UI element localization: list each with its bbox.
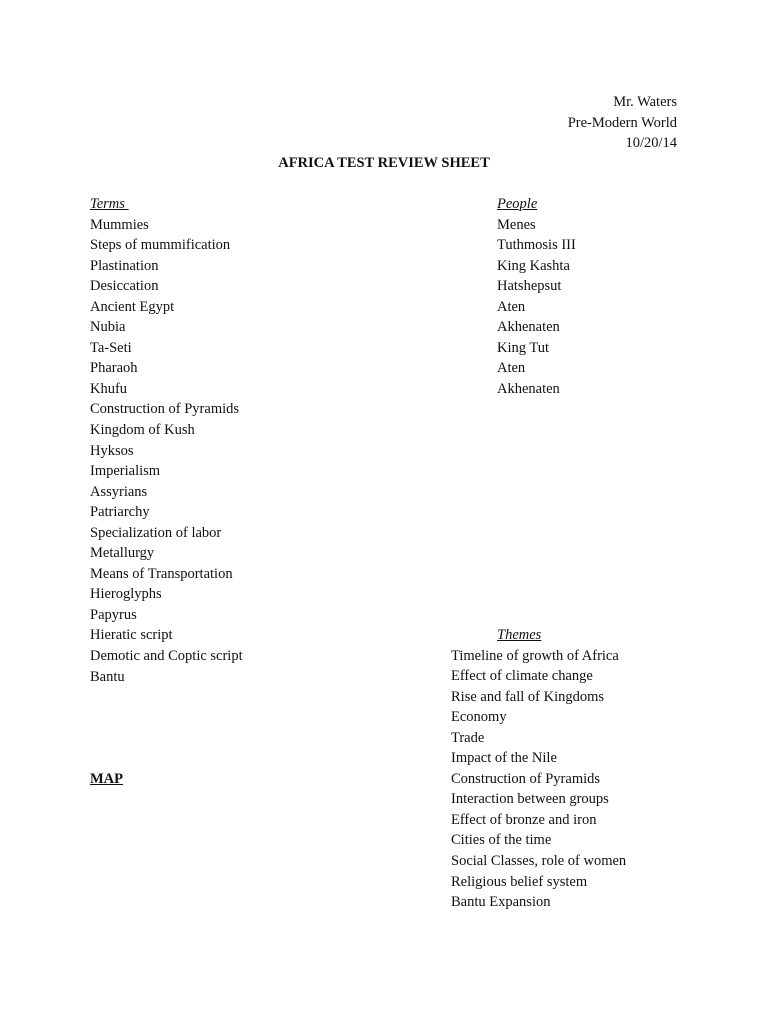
list-item: Timeline of growth of Africa — [451, 647, 619, 664]
themes-column — [451, 625, 626, 913]
list-item: Plastination — [90, 257, 159, 274]
teacher-name: Mr. Waters — [613, 94, 677, 110]
list-item: Religious belief system — [451, 873, 588, 890]
list-item: Effect of climate change — [451, 668, 593, 685]
list-item: Interaction between groups — [451, 791, 609, 808]
list-item: Imperialism — [90, 463, 161, 480]
list-item: Trade — [451, 729, 485, 746]
terms-list — [90, 215, 243, 688]
list-item: Bantu Expansion — [451, 894, 551, 911]
list-item: Construction of Pyramids — [90, 401, 240, 418]
list-item: Assyrians — [90, 483, 148, 500]
list-item: Ta-Seti — [90, 339, 132, 356]
list-item: Construction of Pyramids — [451, 770, 601, 787]
list-item: Akhenaten — [497, 380, 560, 397]
date: 10/20/14 — [625, 135, 677, 151]
themes-heading: Themes — [497, 627, 542, 643]
list-item: Hyksos — [90, 442, 134, 459]
terms-column — [90, 194, 243, 687]
list-item: King Tut — [497, 339, 549, 356]
list-item: Bantu — [90, 668, 125, 685]
list-item: Hieratic script — [90, 627, 173, 644]
list-item: Menes — [497, 216, 536, 233]
list-item: Desiccation — [90, 278, 159, 295]
list-item: Hatshepsut — [497, 278, 562, 295]
list-item: Demotic and Coptic script — [90, 648, 243, 665]
list-item: Economy — [451, 709, 507, 726]
list-item: Papyrus — [90, 606, 137, 623]
people-column — [497, 194, 576, 399]
course-name: Pre-Modern World — [567, 114, 677, 131]
list-item: Impact of the Nile — [451, 750, 557, 767]
list-item: Akhenaten — [497, 319, 560, 336]
people-heading: People — [497, 196, 538, 212]
page-title: AFRICA TEST REVIEW SHEET — [278, 155, 490, 171]
people-list — [497, 215, 576, 400]
header-block — [568, 92, 677, 154]
list-item: Patriarchy — [90, 504, 150, 521]
list-item: Cities of the time — [451, 832, 552, 849]
list-item: Metallurgy — [90, 545, 155, 562]
list-item: Hieroglyphs — [90, 586, 162, 603]
list-item: Tuthmosis III — [497, 237, 576, 254]
themes-list — [451, 646, 626, 913]
terms-heading: Terms — [90, 196, 129, 212]
list-item: Means of Transportation — [90, 565, 233, 582]
list-item: Khufu — [90, 380, 128, 397]
list-item: Rise and fall of Kingdoms — [451, 688, 605, 705]
list-item: Ancient Egypt — [90, 298, 175, 315]
list-item: Aten — [497, 360, 526, 377]
map-label: MAP — [90, 771, 124, 787]
list-item: King Kashta — [497, 257, 570, 274]
list-item: Social Classes, role of women — [451, 853, 627, 870]
list-item: Kingdom of Kush — [90, 422, 195, 439]
list-item: Pharaoh — [90, 360, 138, 377]
list-item: Specialization of labor — [90, 524, 222, 541]
list-item: Effect of bronze and iron — [451, 811, 597, 828]
list-item: Steps of mummification — [90, 237, 231, 254]
list-item: Nubia — [90, 319, 126, 336]
list-item: Mummies — [90, 216, 149, 233]
list-item: Aten — [497, 298, 526, 315]
